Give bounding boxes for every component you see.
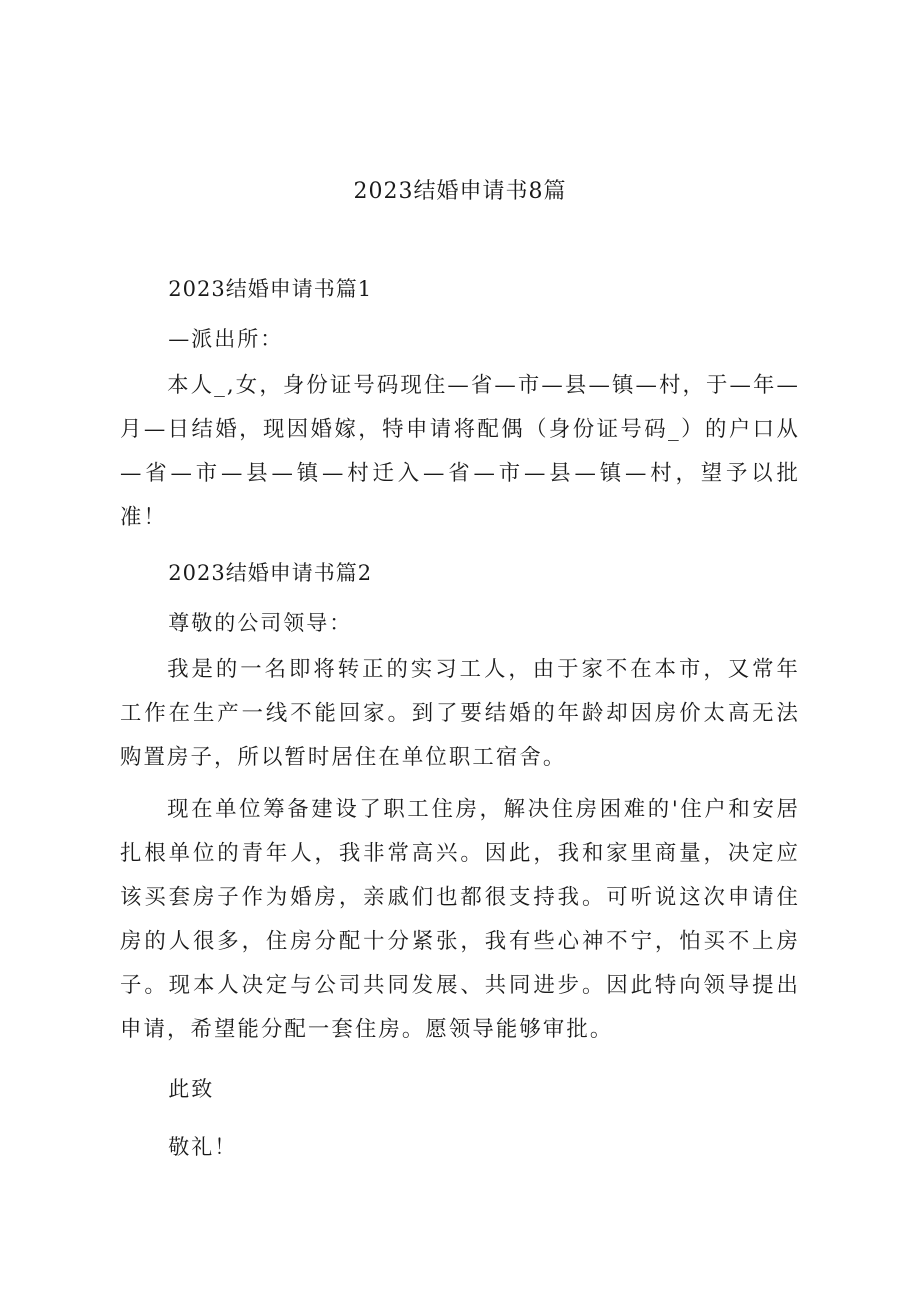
section-1-heading: 2023结婚申请书篇1 (168, 277, 373, 301)
document-body (120, 264, 800, 1172)
section-1-salutation: —派出所： (168, 327, 284, 351)
section-1-body: 本人_,女，身份证号码现住—省—市—县—镇—村，于—年—月—日结婚，现因婚嫁，特申请将配偶（身份证号码_）的户口从—省—市—县—镇—村迁入—省—市—县—镇—村，望予以批准！ (120, 373, 800, 530)
section-2-paragraph-2: 现在单位筹备建设了职工住房，解决住房困难的'住户和安居扎根单位的青年人，我非常高兴。因此，我和家里商量，决定应该买套房子作为婚房，亲戚们也都很支持我。可听说这次申请住房的人很多，住房分配十分紧张，我有些心神不宁，怕买不上房子。现本人决定与公司共同发展、共同进步。因此特向领导提出申请，希望能分配一套住房。愿领导能够审批。 (120, 797, 800, 1042)
section-2-heading: 2023结婚申请书篇2 (168, 561, 373, 585)
section-2-closing-1: 此致 (168, 1077, 215, 1101)
document-title: 2023结婚申请书8篇 (353, 179, 567, 204)
section-2-paragraph-1: 我是的一名即将转正的实习工人，由于家不在本市，又常年工作在生产一线不能回家。到了要结婚的年龄却因房价太高无法购置房子，所以暂时居住在单位职工宿舍。 (120, 657, 800, 770)
section-2-salutation: 尊敬的公司领导： (168, 611, 353, 635)
section-2-closing-2: 敬礼！ (168, 1135, 238, 1159)
